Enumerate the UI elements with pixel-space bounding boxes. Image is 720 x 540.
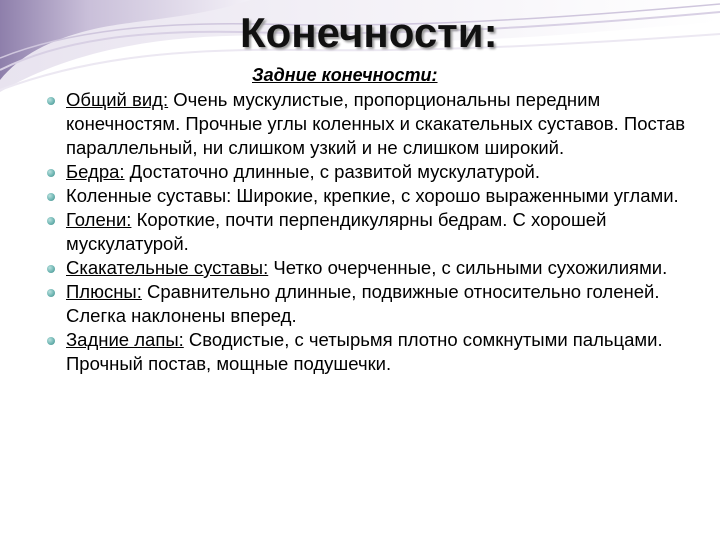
slide-title: Конечности: (240, 9, 498, 56)
item-label: Задние лапы: (66, 329, 184, 350)
content-list (0, 88, 720, 376)
item-text: Достаточно длинные, с развитой мускулатурой. (124, 161, 541, 182)
item-text: Сравнительно длинные, подвижные относительно голеней. Слегка наклонены вперед. (66, 281, 660, 326)
list-item (0, 88, 720, 160)
bullet-icon (47, 193, 55, 201)
list-item (0, 160, 720, 184)
item-text: Короткие, почти перпендикулярны бедрам. С хорошей мускулатурой. (66, 209, 607, 254)
item-label: Скакательные суставы: (66, 257, 269, 278)
list-item (0, 208, 720, 256)
list-item (0, 256, 720, 280)
slide-subtitle: Задние конечности: (252, 65, 438, 85)
list-item (0, 184, 720, 208)
bullet-icon (47, 97, 55, 105)
item-label: Плюсны: (66, 281, 142, 302)
list-item (0, 280, 720, 328)
item-text: Очень мускулистые, пропорциональны передним конечностям. Прочные углы коленных и скакательных суставов. Постав параллельный, ни слишком узкий и не слишком широкий. (66, 89, 686, 158)
list-item (0, 328, 720, 376)
bullet-icon (47, 289, 55, 297)
bullet-icon (47, 337, 55, 345)
bullet-icon (47, 265, 55, 273)
item-text: Четко очерченные, с сильными сухожилиями. (268, 257, 668, 278)
item-label: Бедра: (66, 161, 125, 182)
item-text: Коленные суставы: Широкие, крепкие, с хорошо выраженными углами. (66, 185, 679, 206)
item-label: Общий вид: (66, 89, 169, 110)
bullet-icon (47, 217, 55, 225)
bullet-icon (47, 169, 55, 177)
item-text: Сводистые, с четырьмя плотно сомкнутыми пальцами. Прочный постав, мощные подушечки. (66, 329, 663, 374)
item-label: Голени: (66, 209, 132, 230)
